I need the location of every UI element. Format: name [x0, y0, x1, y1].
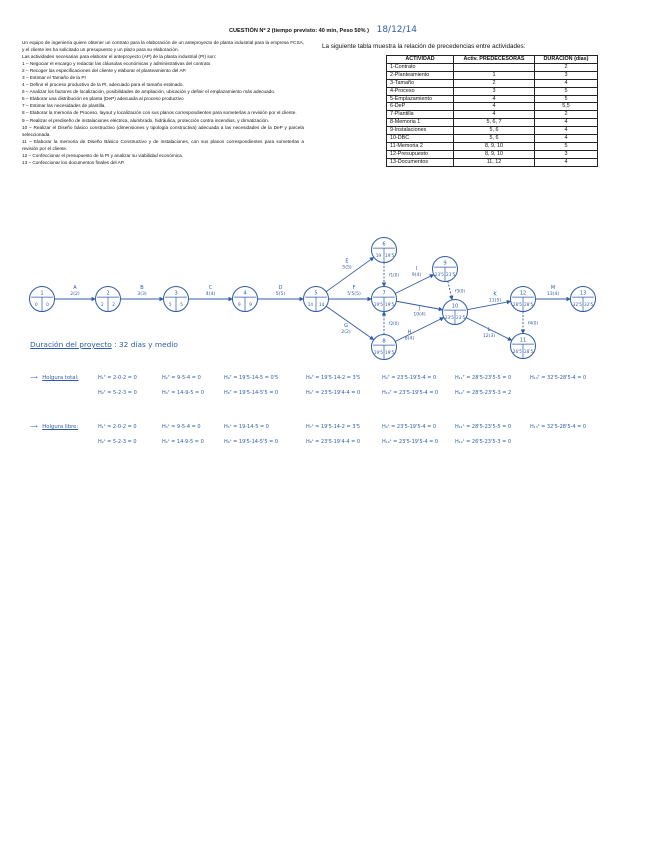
- network-node: [233, 287, 258, 312]
- cell-predecessors: 4: [454, 95, 535, 103]
- node-number: 11: [519, 337, 527, 344]
- node-number: 12: [519, 290, 527, 297]
- cell-activity: 8-Memoria 1: [387, 119, 454, 127]
- float-eq: H₄ᴸ = 14-9-5 = 0: [162, 439, 204, 445]
- activity-letter: F: [352, 285, 356, 291]
- activity-duration: 11(5): [488, 298, 502, 304]
- dummy-label: f1(0): [389, 272, 400, 278]
- activity-duration: 8(4): [404, 336, 415, 342]
- total-float-heading: [30, 375, 83, 381]
- float-eq: H₈ᵀ = 19'5-14-2 = 3'5: [306, 375, 361, 381]
- network-node: [164, 287, 189, 312]
- network-node: [511, 287, 536, 312]
- cell-duration: 5: [535, 95, 598, 103]
- float-eq: H₂ᵀ = 5-2-3 = 0: [98, 390, 137, 396]
- float-eq: H₇ᴸ = 19'5-14-2 = 3'5: [306, 424, 361, 430]
- question-title-text: CUESTIÓN Nº 2 (tiempo previsto: 40 min, Peso 50% ): [228, 28, 370, 34]
- node-early-time: 26'5: [512, 348, 522, 354]
- network-node: [433, 257, 458, 282]
- cell-predecessors: 2: [454, 79, 535, 87]
- cell-duration: 4: [535, 79, 598, 87]
- activity-duration: 3(3): [137, 292, 147, 297]
- activity-description: 2 – Recoger las especificaciones del cliente y elaborar el planteamiento del AP.: [22, 68, 187, 74]
- cell-predecessors: 4: [454, 111, 535, 119]
- node-late-time: 2: [112, 301, 115, 307]
- activity-duration: 5(5): [275, 292, 286, 297]
- node-early-time: 19: [375, 252, 382, 258]
- node-late-time: 5: [180, 301, 183, 307]
- cell-duration: 2: [535, 111, 598, 119]
- cell-activity: 6-DeP: [387, 103, 454, 111]
- network-node: [30, 287, 55, 312]
- node-number: 10: [451, 303, 459, 310]
- node-early-time: 32'5: [572, 301, 582, 307]
- node-early-time: 23'5: [444, 314, 454, 320]
- cell-activity: 11-Memoria 2: [387, 142, 454, 150]
- cell-activity: 4-Proceso: [387, 87, 454, 95]
- float-eq: H₄ᵀ = 14-9-5 = 0: [162, 390, 204, 396]
- node-early-time: 14: [307, 301, 314, 307]
- activity-duration: 4(4): [205, 292, 216, 297]
- cell-duration: 5,5: [535, 103, 598, 111]
- node-number: 9: [443, 260, 447, 267]
- float-eq: H₉ᵀ = 23'5-19'4-4 = 0: [306, 390, 361, 396]
- node-late-time: 23'5: [456, 314, 466, 320]
- statement-paragraph: Las actividades necesarias para elaborar el anteproyecto (AP) de la planta industrial (PI) son:: [22, 54, 217, 60]
- network-node: [511, 334, 536, 359]
- float-eq: H₁₀ᵀ = 23'5-19'5-4 = 0: [382, 390, 439, 396]
- float-eq: H₆ᴸ = 19'5-14-5'5 = 0: [224, 439, 279, 445]
- activity-letter: B: [140, 285, 144, 291]
- activity-letter: C: [208, 285, 213, 291]
- node-late-time: 23'5: [446, 271, 456, 277]
- free-float-heading: [30, 424, 82, 430]
- activity-description: 7 – Estimar las necesidades de plantilla.: [22, 103, 106, 109]
- float-eq: H₁₁ᴸ = 28'5-23'5-5 = 0: [455, 424, 512, 430]
- node-number: 1: [40, 290, 44, 297]
- activity-description: 9 – Realizar el prediseño de instalaciones eléctrica, alumbrado, hidráulica, protección contra incendios, y climatización.: [22, 117, 270, 123]
- activity-letter: G: [344, 323, 348, 329]
- cell-duration: 4: [535, 135, 598, 143]
- float-eq: H₁₁ᵀ = 28'5-23'5-5 = 0: [455, 375, 512, 381]
- duration-value: : 32 días y medio: [114, 340, 178, 349]
- float-eq: H₁₂ᴸ = 26'5-23'5-3 = 0: [455, 439, 512, 445]
- activity-duration: 10(4): [413, 312, 426, 318]
- float-eq: H₉ᵀ = 23'5-19'5-4 = 0: [382, 375, 437, 381]
- activity-arrow: [326, 257, 374, 291]
- node-early-time: 19'5: [373, 301, 383, 307]
- cell-predecessors: 8, 9, 10: [454, 142, 535, 150]
- cell-predecessors: 5, 6, 7: [454, 119, 535, 127]
- node-late-time: 9: [249, 301, 252, 307]
- cell-duration: 4: [535, 158, 598, 166]
- handwritten-date: 18/12/14: [376, 25, 418, 35]
- node-late-time: 28'5: [524, 348, 534, 354]
- cell-activity: 5-Emplazamiento: [387, 95, 454, 103]
- activity-letter: L: [487, 327, 491, 333]
- activity-description: 11 – Elaborar la memoria de Diseño Básico Constructivo y de instalaciones, con sus planos correspondientes para someterlas a revisión por el cliente.: [22, 138, 304, 151]
- cell-activity: 1-Contrato: [387, 63, 454, 71]
- activity-description: 3 – Estimar el Tamaño de la PI: [22, 75, 86, 81]
- dummy-label: f2(0): [389, 321, 400, 326]
- activity-duration: 13(4): [546, 292, 560, 297]
- cell-activity: 3-Tamaño: [387, 79, 454, 87]
- network-node: [443, 300, 468, 325]
- network-node: [571, 287, 596, 312]
- cell-predecessors: 8, 9, 10: [454, 150, 535, 158]
- node-early-time: 19'5: [373, 349, 383, 355]
- node-early-time: 28'5: [512, 301, 522, 307]
- node-number: 4: [243, 290, 247, 297]
- cell-activity: 13-Documentos: [387, 158, 454, 166]
- header-activity: ACTIVIDAD: [387, 56, 454, 64]
- activity-description: 4 – Definir el proceso productivo de la PI, adecuado para el tamaño estimado.: [22, 82, 184, 88]
- node-number: 13: [579, 290, 587, 297]
- node-early-time: 0: [35, 301, 38, 307]
- node-number: 2: [106, 290, 110, 297]
- activity-description: 1 – Negociar el encargo y redactar las cláusulas económicas y administrativas del contrato: [22, 61, 211, 67]
- node-late-time: 0: [46, 301, 49, 307]
- network-node: [372, 238, 397, 263]
- node-early-time: 2: [101, 301, 104, 307]
- node-number: 8: [382, 338, 386, 345]
- network-node: [96, 287, 121, 312]
- activity-letter: A: [73, 285, 77, 291]
- float-eq: H₁ᵀ = 2-0-2 = 0: [98, 375, 137, 381]
- activity-description: 5 – Analizar los factores de localización, posibilidades de ampliación, ubicación y definir el emplazamiento más adecuado.: [22, 89, 276, 95]
- activity-letter: I: [415, 266, 418, 272]
- duration-label: Duración del proyecto: [30, 340, 112, 349]
- float-eq: H₃ᴸ = 9-5-4 = 0: [162, 424, 201, 430]
- cell-predecessors: 5, 6: [454, 127, 535, 135]
- arrow-right-icon: ⟶: [30, 375, 38, 381]
- cell-duration: 3: [535, 150, 598, 158]
- cell-duration: 2: [535, 63, 598, 71]
- float-eq: H₁₃ᴸ = 32'5-28'5-4 = 0: [530, 424, 587, 430]
- node-late-time: 19'5: [385, 349, 395, 355]
- network-node: [304, 287, 329, 312]
- project-duration: [30, 340, 178, 349]
- activity-letter: H: [407, 329, 412, 336]
- cell-predecessors: 4: [454, 103, 535, 111]
- float-eq: H₁₀ᴸ = 23'5-19'5-4 = 0: [382, 439, 439, 445]
- header-predecessors: Activ. PREDECESORAS: [454, 56, 535, 64]
- cell-activity: 10-DBC: [387, 135, 454, 143]
- cell-activity: 12-Presupuesto: [387, 150, 454, 158]
- float-eq: H₉ᴸ = 23'5-19'5-4 = 0: [382, 424, 437, 430]
- activity-duration: 12(3): [482, 334, 496, 339]
- node-number: 6: [382, 241, 386, 248]
- node-number: 5: [314, 290, 318, 297]
- node-late-time: 32'5: [584, 301, 594, 307]
- cell-predecessors: 5, 6: [454, 135, 535, 143]
- float-eq: H₅ᴸ = 19-14-5 = 0: [224, 424, 269, 430]
- activity-letter: J: [418, 305, 421, 312]
- node-late-time: 19'5: [385, 301, 395, 307]
- total-float-label: Holgura total:: [42, 375, 79, 381]
- node-number: 7: [382, 290, 386, 297]
- activity-duration: 2(2): [70, 292, 80, 297]
- float-eq: H₂ᴸ = 5-2-3 = 0: [98, 439, 137, 445]
- node-early-time: 5: [169, 301, 172, 307]
- free-float-label: Holgura libre:: [42, 424, 79, 430]
- table-caption: La siguiente tabla muestra la relación de precedencias entre actividades:: [322, 43, 526, 50]
- float-eq: H₁ᴸ = 2-0-2 = 0: [98, 424, 137, 430]
- node-late-time: 19'5: [385, 252, 395, 258]
- activity-duration: 5(5): [342, 265, 352, 271]
- dummy-label: f4(0): [528, 320, 539, 326]
- activity-arrow: [395, 318, 444, 342]
- float-eq: H₂ᵀ = 9-5-4 = 0: [162, 375, 201, 381]
- dummy-arrow: [448, 281, 452, 300]
- network-node: [372, 335, 397, 360]
- cell-activity: 9-Instalaciones: [387, 127, 454, 135]
- cell-predecessors: 3: [454, 87, 535, 95]
- dummy-label: f3(0): [455, 288, 466, 294]
- activity-duration: 9(4): [411, 273, 422, 278]
- float-eq: H₈ᴸ = 23'5-19'4-4 = 0: [306, 439, 361, 445]
- activity-description: 10 – Realizar el Diseño básico constructivo (dimensiones y tipología constructiva) adecuada a las necesidades de la DeP y parcela seleccionada.: [22, 124, 304, 137]
- cell-duration: 3: [535, 71, 598, 79]
- arrow-right-icon: ⟶: [30, 424, 38, 430]
- network-node: [372, 287, 397, 312]
- header-duration: DURACIÓN (días): [535, 56, 598, 64]
- node-number: 3: [174, 290, 178, 297]
- cell-duration: 4: [535, 119, 598, 127]
- float-eq: H₁₃ᵀ = 32'5-28'5-4 = 0: [530, 375, 587, 381]
- cell-duration: 5: [535, 142, 598, 150]
- activity-letter: D: [278, 285, 283, 291]
- node-late-time: 14: [318, 301, 325, 307]
- statement-paragraph: Un equipo de ingeniería quiere obtener un contrato para la elaboración de un anteproyecto de planta industrial para la empresa FCSA, y el cliente les ha solicitado un presupuesto y un plazo para su elaboración.: [22, 40, 304, 53]
- activity-description: 12 – Confeccionar el presupuesto de la PI y analizar su viabilidad económica.: [22, 152, 184, 158]
- activity-letter: M: [550, 285, 556, 291]
- cell-duration: 5: [535, 87, 598, 95]
- activity-letter: E: [345, 258, 349, 265]
- cell-activity: 2-Planteamiento: [387, 71, 454, 79]
- activity-description: 6 – Elaborar una distribución en planta (DeP) adecuada al proceso productivo: [22, 96, 184, 102]
- cell-predecessors: 1: [454, 71, 535, 79]
- node-late-time: 28'5: [524, 301, 534, 307]
- float-eq: H₆ᵀ = 19'5-14-5 = 0'5: [224, 375, 279, 381]
- cell-predecessors: 11, 12: [454, 158, 535, 166]
- activity-description: 13 – Confeccionar los documentos finales del AP.: [22, 159, 125, 165]
- activity-letter: K: [493, 291, 497, 298]
- cell-duration: 4: [535, 127, 598, 135]
- activity-duration: 5'5(5): [347, 292, 361, 297]
- node-early-time: 23'5: [434, 271, 444, 277]
- activity-description: 8 – Elaborar la memoria de Proceso, layout y localización con sus planos correspondientes para someterlas a revisión por el cliente.: [22, 110, 297, 116]
- cell-activity: 7-Plantilla: [387, 111, 454, 119]
- activity-duration: 2(2): [341, 330, 351, 335]
- node-early-time: 9: [238, 301, 241, 307]
- float-eq: H₆ᵀ = 19'5-14-5'5 = 0: [224, 390, 279, 396]
- float-eq: H₁₂ᵀ = 28'5-23'5-3 = 2: [455, 390, 512, 396]
